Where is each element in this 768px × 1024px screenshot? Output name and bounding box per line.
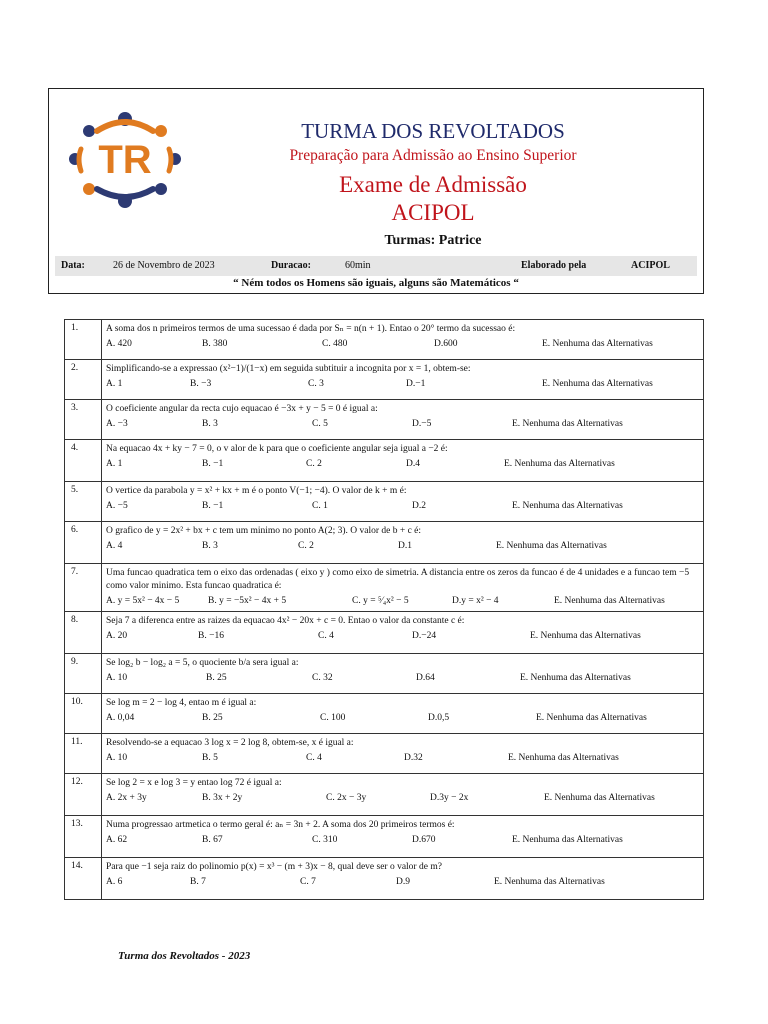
question-text: Simplificando-se a expressao (x²−1)/(1−x) em seguida subtituir a incognita por x = 1, obtem-se: [106,364,471,374]
question-cell [102,400,704,440]
question-text: A soma dos n primeiros termos de uma sucessao é dada por Sₙ = n(n + 1). Entao o 20° termo da sucessao é: [106,324,516,334]
question-number: 9. [65,654,102,694]
answer-option: D.y = x² − 4 [452,596,499,606]
question-number: 2. [65,360,102,400]
answer-option: B. 7 [190,877,206,887]
title-block [169,117,697,251]
answer-options [106,458,699,472]
answer-option: D.−5 [412,419,432,429]
question-row [65,654,704,694]
question-row [65,482,704,522]
answer-option: E. Nenhuma das Alternativas [496,541,607,551]
author-value: ACIPOL [631,260,670,271]
answer-option: B. 3 [202,419,218,429]
question-text: Na equacao 4x + ky − 7 = 0, o v alor de k para que o coeficiente angular seja igual a −2 é: [106,444,448,454]
answer-option: B. −3 [190,379,212,389]
exam-title: Exame de Admissão [339,172,527,197]
answer-option: E. Nenhuma das Alternativas [542,379,653,389]
answer-option: C. 2x − 3y [326,793,367,803]
question-row [65,734,704,774]
question-cell [102,816,704,858]
motto-quote: “ Ném todos os Homens são iguais, alguns são Matemáticos “ [233,277,519,289]
question-text: O grafico de y = 2x² + bx + c tem um minimo no ponto A(2; 3). O valor de b + c é: [106,526,422,536]
answer-option: E. Nenhuma das Alternativas [544,793,655,803]
answer-option: A. 20 [106,631,128,641]
answer-option: C. 32 [312,673,333,683]
question-row [65,360,704,400]
question-cell [102,654,704,694]
answer-option: A. 62 [106,835,128,845]
answer-options [106,876,699,890]
answer-option: C. 3 [308,379,324,389]
institution-title: ACIPOL [391,200,475,225]
question-row [65,858,704,900]
answer-option: B. −16 [198,631,224,641]
answer-options [106,792,699,806]
answer-option: E. Nenhuma das Alternativas [520,673,631,683]
question-number: 1. [65,320,102,360]
question-row [65,440,704,482]
question-text: Uma funcao quadratica tem o eixo das ordenadas ( eixo y ) como eixo de simetria. A distancia entre os zeros da funcao é de 4 unidades e a funcao tem −5 como valor minimo. Esta funcao quadratica é: [106,568,690,591]
question-cell [102,694,704,734]
question-number: 6. [65,522,102,564]
answer-option: C. 310 [312,835,338,845]
answer-option: D.2 [412,501,426,511]
info-row [55,256,697,276]
answer-option: D.600 [434,339,458,349]
question-row [65,522,704,564]
answer-option: B. −1 [202,459,224,469]
question-cell [102,522,704,564]
question-number: 3. [65,400,102,440]
answer-option: A. 1 [106,379,123,389]
answer-option: C. 7 [300,877,316,887]
answer-options [106,418,699,432]
question-row [65,612,704,654]
school-title: TURMA DOS REVOLTADOS [301,119,565,143]
answer-option: D.9 [396,877,410,887]
question-cell [102,612,704,654]
answer-option: E. Nenhuma das Alternativas [494,877,605,887]
answer-option: A. 420 [106,339,132,349]
answer-option: E. Nenhuma das Alternativas [536,713,647,723]
header-box [48,88,704,294]
answer-option: C. 5 [312,419,328,429]
question-text: O vertice da parabola y = x² + kx + m é o ponto V(−1; −4). O valor de k + m é: [106,486,407,496]
answer-option: A. 0,04 [106,713,135,723]
question-number: 10. [65,694,102,734]
answer-option: C. 1 [312,501,328,511]
answer-option: C. 2 [298,541,314,551]
question-text: O coeficiente angular da recta cujo equacao é −3x + y − 5 = 0 é igual a: [106,404,378,414]
question-cell [102,360,704,400]
answer-option: B. 5 [202,753,218,763]
answer-option: B. 380 [202,339,228,349]
question-number: 5. [65,482,102,522]
answer-option: D.4 [406,459,420,469]
question-text: Seja 7 a diferenca entre as raizes da equacao 4x² − 20x + c = 0. Entao o valor da constante c é: [106,616,465,626]
answer-options [106,338,699,352]
answer-option: A. 4 [106,541,123,551]
answer-options [106,712,699,726]
question-cell [102,482,704,522]
answer-option: E. Nenhuma das Alternativas [512,419,623,429]
answer-option: E. Nenhuma das Alternativas [530,631,641,641]
answer-option: A. 10 [106,673,128,683]
question-text: Se log 2 = x e log 3 = y entao log 72 é igual a: [106,778,282,788]
answer-option: D.0,5 [428,713,450,723]
answer-option: D.3y − 2x [430,793,469,803]
footer-text: Turma dos Revoltados - 2023 [118,950,251,962]
answer-option: C. 100 [320,713,346,723]
answer-option: D.−24 [412,631,437,641]
answer-options [106,500,699,514]
question-row [65,816,704,858]
answer-option: D.670 [412,835,436,845]
answer-option: C. y = ⁵⁄₄x² − 5 [352,596,409,606]
answer-option: D.1 [398,541,412,551]
duration-value: 60min [345,260,371,271]
question-number: 11. [65,734,102,774]
question-cell [102,320,704,360]
answer-option: E. Nenhuma das Alternativas [512,501,623,511]
question-cell [102,564,704,612]
duration-label: Duracao: [271,260,311,271]
question-row [65,694,704,734]
answer-option: D.64 [416,673,435,683]
answer-option: A. −5 [106,501,128,511]
answer-option: A. 1 [106,459,123,469]
question-cell [102,440,704,482]
questions-table [64,319,704,900]
question-text: Se log₂ b − log₂ a = 5, o quociente b/a sera igual a: [106,658,299,668]
answer-option: D.32 [404,753,423,763]
question-row [65,320,704,360]
school-subtitle: Preparação para Admissão ao Ensino Superior [289,147,577,164]
question-number: 14. [65,858,102,900]
answer-option: E. Nenhuma das Alternativas [542,339,653,349]
question-row [65,400,704,440]
question-text: Se log m = 2 − log 4, entao m é igual a: [106,698,257,708]
answer-options [106,630,699,644]
date-label: Data: [61,260,85,271]
answer-option: A. 6 [106,877,123,887]
answer-option: C. 4 [318,631,334,641]
answer-options [106,672,699,686]
answer-option: B. 25 [202,713,223,723]
logo-text: TR [98,138,152,182]
question-row [65,564,704,612]
question-text: Para que −1 seja raiz do polinomio p(x) = x³ − (m + 3)x − 8, qual deve ser o valor de m? [106,862,442,872]
question-cell [102,858,704,900]
answer-option: E. Nenhuma das Alternativas [508,753,619,763]
question-cell [102,774,704,816]
answer-option: A. −3 [106,419,128,429]
answer-option: A. y = 5x² − 4x − 5 [106,596,180,606]
answer-options [106,752,699,766]
answer-options [106,378,699,392]
answer-option: B. 67 [202,835,223,845]
question-number: 4. [65,440,102,482]
answer-options [106,595,699,609]
answer-option: B. 25 [206,673,227,683]
answer-options [106,834,699,848]
question-number: 13. [65,816,102,858]
question-row [65,774,704,816]
question-number: 7. [65,564,102,612]
question-text: Numa progressao artmetica o termo geral é: aₙ = 3n + 2. A soma dos 20 primeiros termos é: [106,820,455,830]
answer-option: C. 4 [306,753,322,763]
date-value: 26 de Novembro de 2023 [113,260,215,271]
answer-option: A. 10 [106,753,128,763]
answer-option: E. Nenhuma das Alternativas [512,835,623,845]
answer-option: B. −1 [202,501,224,511]
answer-option: C. 480 [322,339,348,349]
turmas-label: Turmas: Patrice [384,233,482,248]
question-cell [102,734,704,774]
author-label: Elaborado pela [521,260,587,271]
answer-option: B. y = −5x² − 4x + 5 [208,596,287,606]
question-text: Resolvendo-se a equacao 3 log x = 2 log 8, obtem-se, x é igual a: [106,738,354,748]
question-number: 8. [65,612,102,654]
turma-logo-icon [67,109,183,209]
answer-option: A. 2x + 3y [106,793,147,803]
answer-option: B. 3x + 2y [202,793,243,803]
answer-option: C. 2 [306,459,322,469]
answer-option: D.−1 [406,379,426,389]
answer-options [106,540,699,554]
question-number: 12. [65,774,102,816]
answer-option: E. Nenhuma das Alternativas [504,459,615,469]
answer-option: B. 3 [202,541,218,551]
answer-option: E. Nenhuma das Alternativas [554,596,665,606]
